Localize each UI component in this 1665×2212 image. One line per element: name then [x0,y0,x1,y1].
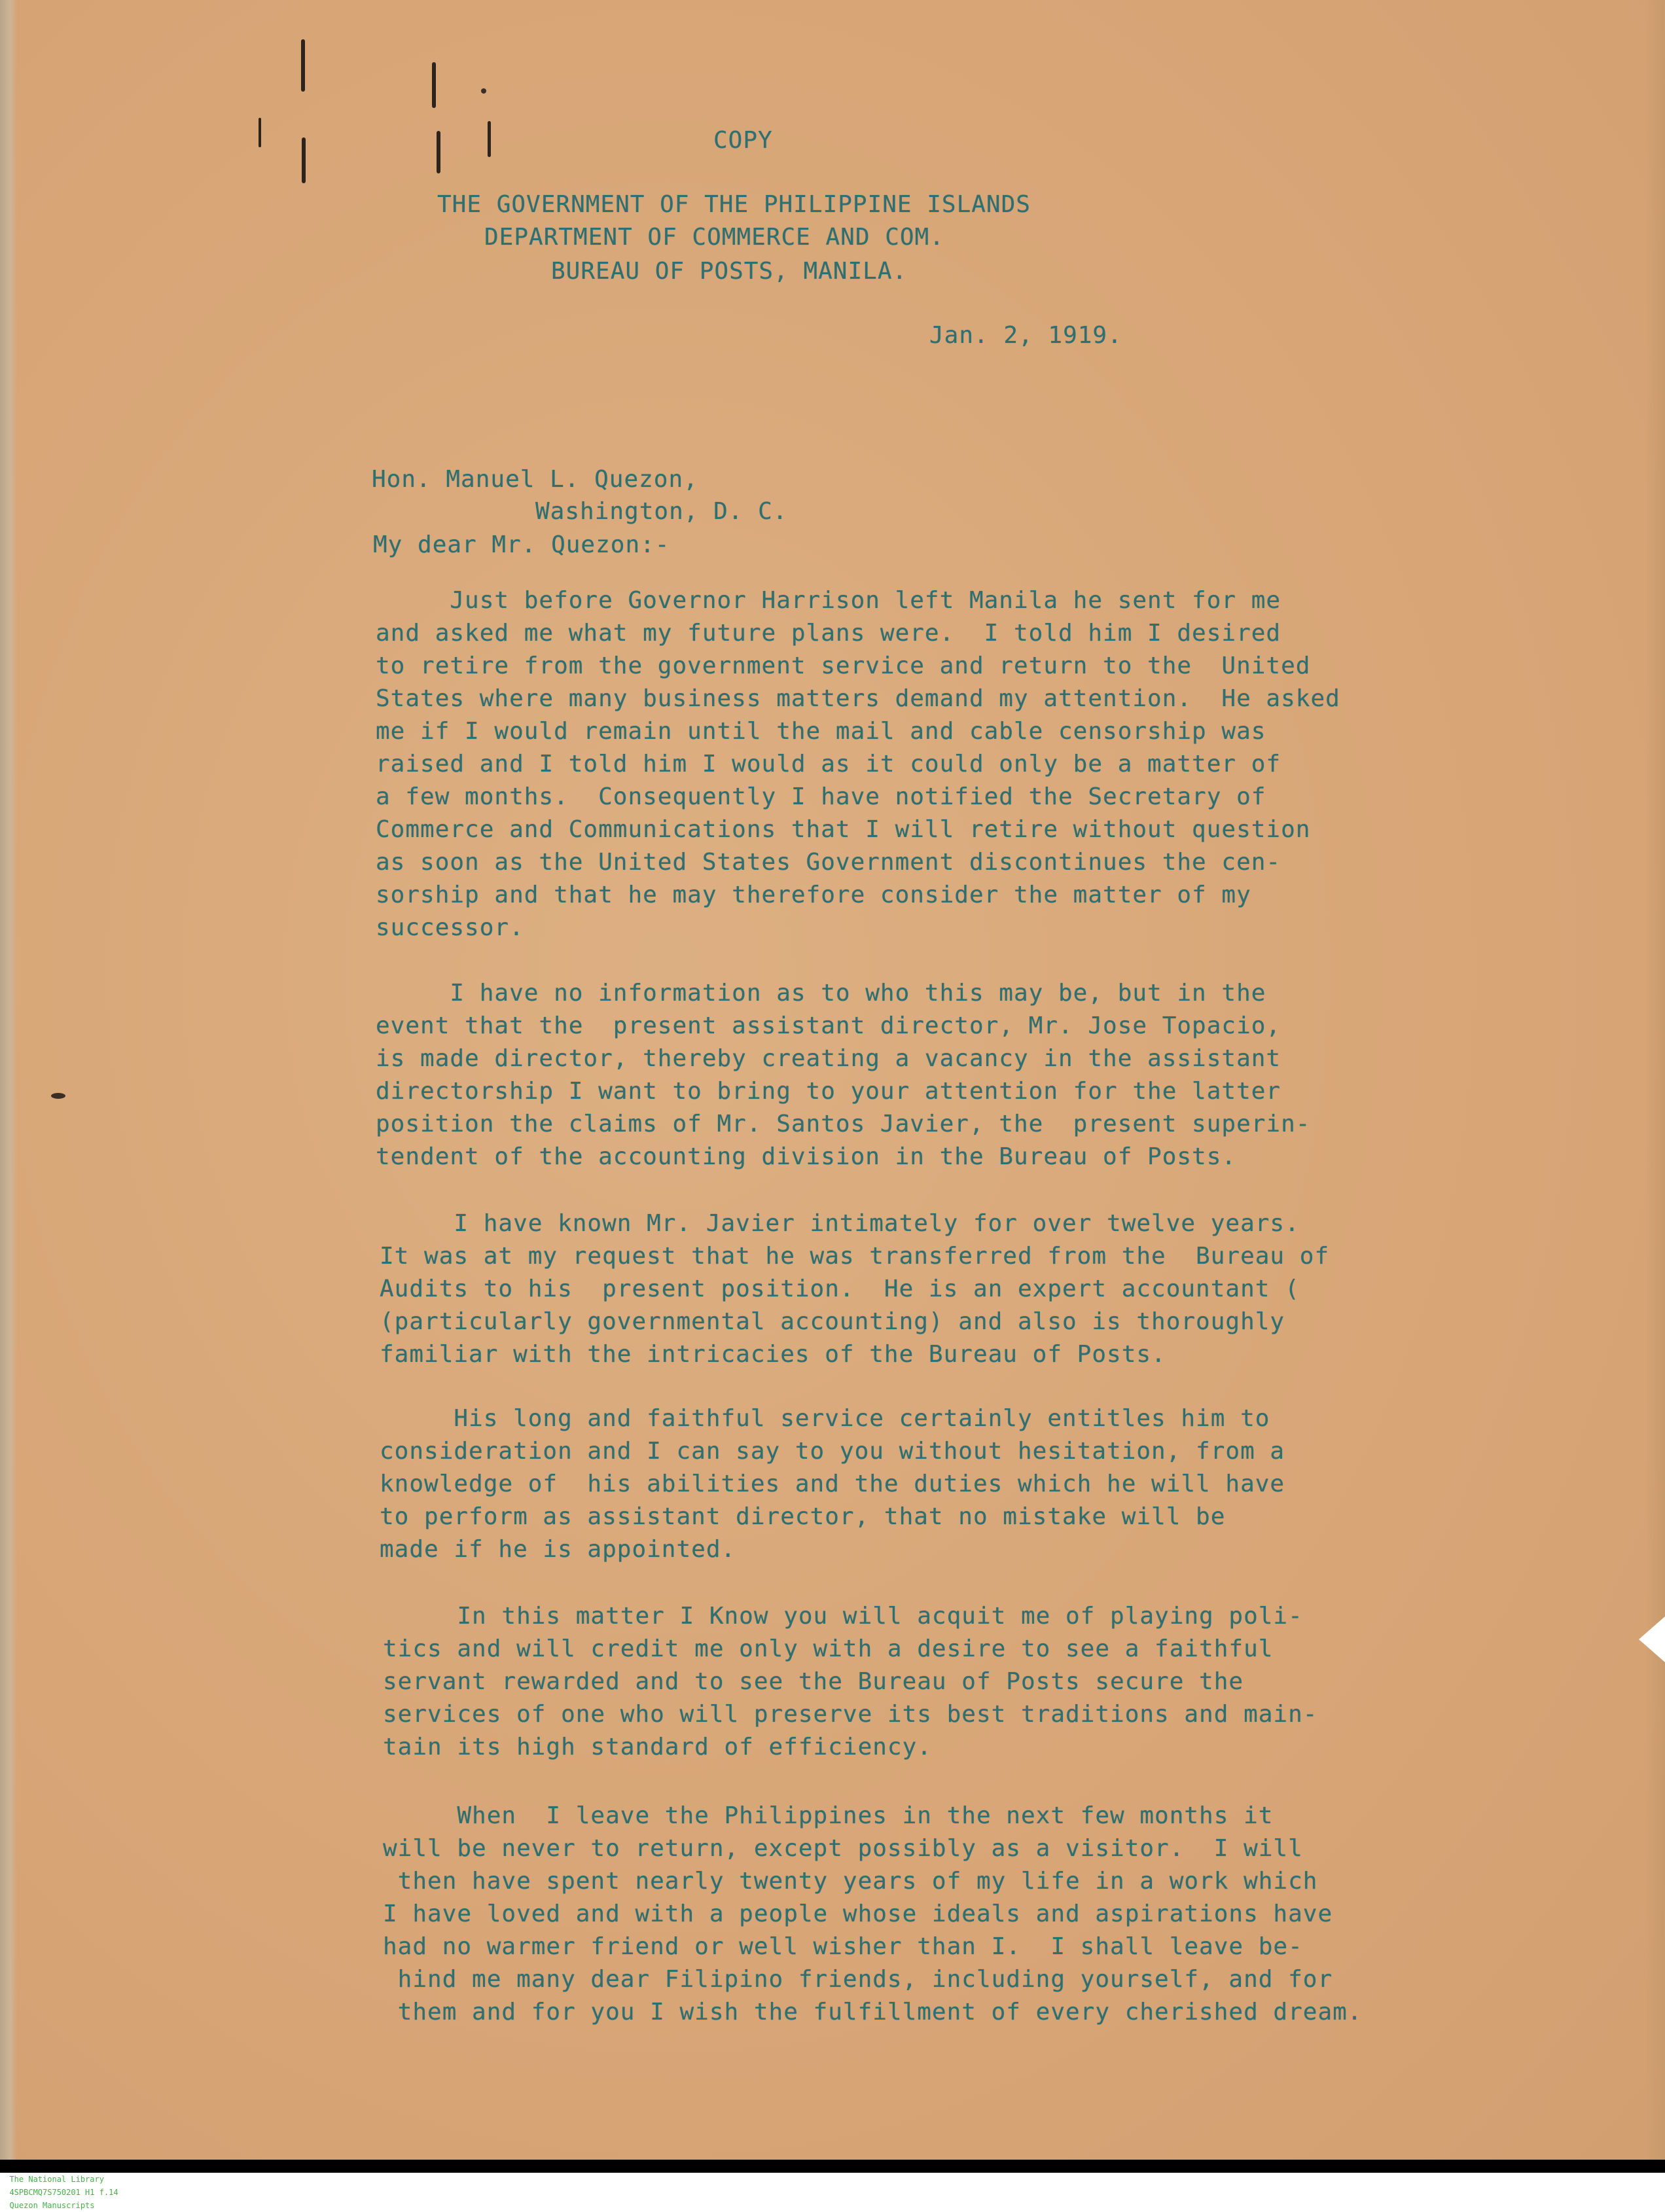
punch-mark [259,118,261,147]
paragraph-6-line: then have spent nearly twenty years of my life in a work which [383,1868,1318,1895]
punch-mark [301,39,305,92]
paragraph-3-line: (particularly governmental accounting) and also is thoroughly [380,1308,1285,1335]
paragraph-1-line: a few months. Consequently I have notified the Secretary of [376,783,1266,810]
paragraph-2-line: is made director, thereby creating a vacancy in the assistant [376,1045,1281,1072]
paragraph-3-line: Audits to his present position. He is an expert accountant ( [380,1275,1300,1302]
punch-mark [432,62,436,108]
paragraph-1-line: as soon as the United States Government discontinues the cen- [376,849,1281,876]
paragraph-1-line: me if I would remain until the mail and cable censorship was [376,718,1266,745]
paper-edge-right [1645,0,1665,2160]
paragraph-2-line: event that the present assistant director, Mr. Jose Topacio, [376,1012,1281,1039]
paragraph-3-line: I have known Mr. Javier intimately for over twelve years. [380,1210,1300,1237]
footer-collection: Quezon Manuscripts [9,2201,95,2210]
recipient-location: Washington, D. C. [535,498,788,525]
paragraph-4-line: consideration and I can say to you without hesitation, from a [380,1438,1285,1465]
paragraph-5-line: tain its high standard of efficiency. [383,1734,932,1760]
copy-label: COPY [713,127,773,154]
paragraph-1-line: raised and I told him I would as it could only be a matter of [376,751,1281,777]
paragraph-1-line: sorship and that he may therefore consider the matter of my [376,882,1251,908]
paragraph-3-line: familiar with the intricacies of the Bureau of Posts. [380,1341,1166,1368]
paragraph-6-line: hind me many dear Filipino friends, including yourself, and for [383,1966,1333,1993]
paper-tear [1639,1616,1665,1662]
punch-mark [302,137,306,183]
paragraph-6-line: I have loved and with a people whose ideals and aspirations have [383,1900,1333,1927]
paragraph-5-line: services of one who will preserve its best traditions and main- [383,1701,1318,1728]
paragraph-2-line: position the claims of Mr. Santos Javier, the present superin- [376,1111,1311,1137]
paragraph-1-line: to retire from the government service and return to the United [376,652,1311,679]
punch-mark [437,131,440,173]
paragraph-5-line: tics and will credit me only with a desire to see a faithful [383,1635,1274,1662]
letterhead-line-3: BUREAU OF POSTS, MANILA. [551,258,908,285]
letter-date: Jan. 2, 1919. [929,322,1122,349]
recipient-name: Hon. Manuel L. Quezon, [372,466,698,493]
letterhead-line-2: DEPARTMENT OF COMMERCE AND COM. [484,224,944,251]
paragraph-4-line: knowledge of his abilities and the duties which he will have [380,1471,1285,1497]
paper-edge-left [0,0,17,2160]
paragraph-1-line: Just before Governor Harrison left Manila he sent for me [376,587,1281,614]
paragraph-2-line: tendent of the accounting division in the Bureau of Posts. [376,1143,1237,1170]
archive-footer-bar [0,2160,1665,2210]
paragraph-6-line: When I leave the Philippines in the next few months it [383,1802,1274,1829]
paragraph-4-line: made if he is appointed. [380,1536,736,1563]
paragraph-3-line: It was at my request that he was transferred from the Bureau of [380,1243,1330,1270]
paragraph-2-line: I have no information as to who this may be, but in the [376,980,1266,1007]
footer-identifier: 4SPBCMQ7S750201 H1 f.14 [9,2188,118,2197]
ink-spot [51,1093,65,1099]
paragraph-6-line: them and for you I wish the fulfillment of every cherished dream. [383,1999,1363,2025]
paragraph-4-line: His long and faithful service certainly entitles him to [380,1405,1270,1432]
paragraph-6-line: will be never to return, except possibly as a visitor. I will [383,1835,1303,1862]
paragraph-2-line: directorship I want to bring to your attention for the latter [376,1078,1281,1105]
paragraph-5-line: In this matter I Know you will acquit me of playing poli- [383,1603,1303,1630]
paragraph-1-line: and asked me what my future plans were. I told him I desired [376,620,1281,647]
paragraph-4-line: to perform as assistant director, that no mistake will be [380,1503,1226,1530]
punch-mark [488,121,491,157]
ink-spot [481,88,486,94]
paragraph-1-line: successor. [376,914,524,941]
letterhead-line-1: THE GOVERNMENT OF THE PHILIPPINE ISLANDS [437,191,1031,218]
paragraph-1-line: States where many business matters demand my attention. He asked [376,685,1340,712]
salutation: My dear Mr. Quezon:- [373,531,670,558]
paragraph-1-line: Commerce and Communications that I will retire without question [376,816,1311,843]
footer-institution: The National Library [9,2175,104,2184]
paragraph-5-line: servant rewarded and to see the Bureau of Posts secure the [383,1668,1244,1695]
paragraph-6-line: had no warmer friend or well wisher than I. I shall leave be- [383,1933,1303,1960]
